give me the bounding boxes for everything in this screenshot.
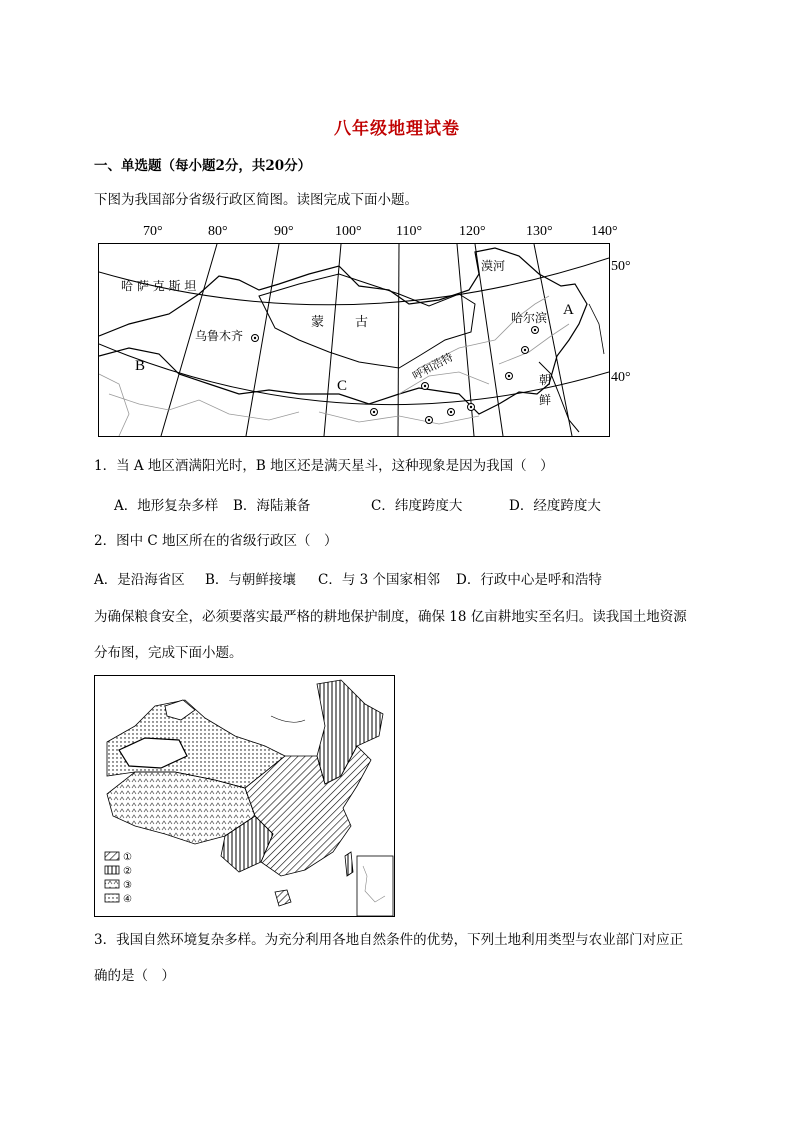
lon-label-110: 110° bbox=[396, 224, 423, 239]
lon-label-130: 130° bbox=[526, 224, 553, 239]
intro-text-2-line2: 分布图，完成下面小题。 bbox=[94, 645, 243, 661]
label-mongolia-a: 蒙 bbox=[311, 315, 325, 330]
label-urumqi: 乌鲁木齐 bbox=[195, 329, 244, 343]
intro-text-1: 下图为我国部分省级行政区简图。读图完成下面小题。 bbox=[94, 192, 418, 208]
lat-label-50: 50° bbox=[611, 259, 631, 274]
legend-label-1: ① bbox=[123, 852, 132, 863]
lon-label-120: 120° bbox=[459, 224, 486, 239]
lat-label-40: 40° bbox=[611, 370, 631, 385]
label-korea-a: 朝 bbox=[539, 373, 552, 387]
lon-label-140: 140° bbox=[591, 224, 618, 239]
question-2-option-d[interactable]: D．行政中心是呼和浩特 bbox=[456, 572, 602, 588]
question-2-option-b[interactable]: B．与朝鲜接壤 bbox=[205, 572, 296, 588]
label-point-c: C bbox=[337, 378, 348, 394]
question-1-option-a[interactable]: A．地形复杂多样 bbox=[114, 498, 219, 514]
lon-label-90: 90° bbox=[274, 224, 294, 239]
lon-label-100: 100° bbox=[335, 224, 362, 239]
label-point-a: A bbox=[563, 302, 574, 318]
land-resource-map bbox=[94, 675, 395, 917]
lon-label-80: 80° bbox=[208, 224, 228, 239]
province-map bbox=[98, 243, 610, 437]
question-1-option-c[interactable]: C．纬度跨度大 bbox=[371, 498, 463, 514]
intro-text-2-line1: 为确保粮食安全，必须要落实最严格的耕地保护制度，确保 18 亿亩耕地实至名归。读我国土地资源 bbox=[94, 609, 687, 625]
label-point-b: B bbox=[135, 358, 146, 374]
legend-label-3: ③ bbox=[123, 880, 132, 891]
question-3-line1: 3．我国自然环境复杂多样。为充分利用各地自然条件的优势，下列土地利用类型与农业部门对应正 bbox=[94, 932, 684, 948]
label-korea-b: 鲜 bbox=[539, 393, 552, 407]
section-heading: 一、单选题（每小题2分，共20分） bbox=[94, 158, 312, 174]
label-harbin: 哈尔滨 bbox=[511, 311, 548, 325]
label-hohhot: 呼和浩特 bbox=[410, 350, 456, 383]
legend-label-4: ④ bbox=[123, 894, 132, 905]
question-3-line2: 确的是（ ） bbox=[94, 968, 175, 984]
label-kazakhstan: 哈 萨 克 斯 坦 bbox=[121, 279, 197, 293]
label-mohe: 漠河 bbox=[481, 259, 506, 273]
question-2-stem: 2．图中 C 地区所在的省级行政区（ ） bbox=[94, 533, 338, 549]
label-mongolia-b: 古 bbox=[355, 315, 369, 330]
question-2-option-a[interactable]: A．是沿海省区 bbox=[94, 572, 185, 588]
question-1-stem: 1．当 A 地区酒满阳光时，B 地区还是满天星斗，这种现象是因为我国（ ） bbox=[94, 458, 554, 474]
province-map-svg bbox=[99, 244, 609, 436]
question-2-option-c[interactable]: C．与 3 个国家相邻 bbox=[318, 572, 441, 588]
page-title: 八年级地理试卷 bbox=[334, 119, 460, 139]
question-1-option-b[interactable]: B．海陆兼备 bbox=[233, 498, 311, 514]
land-resource-map-svg bbox=[95, 676, 394, 916]
legend-label-2: ② bbox=[123, 866, 132, 877]
question-1-option-d[interactable]: D．经度跨度大 bbox=[509, 498, 601, 514]
lon-label-70: 70° bbox=[143, 224, 163, 239]
